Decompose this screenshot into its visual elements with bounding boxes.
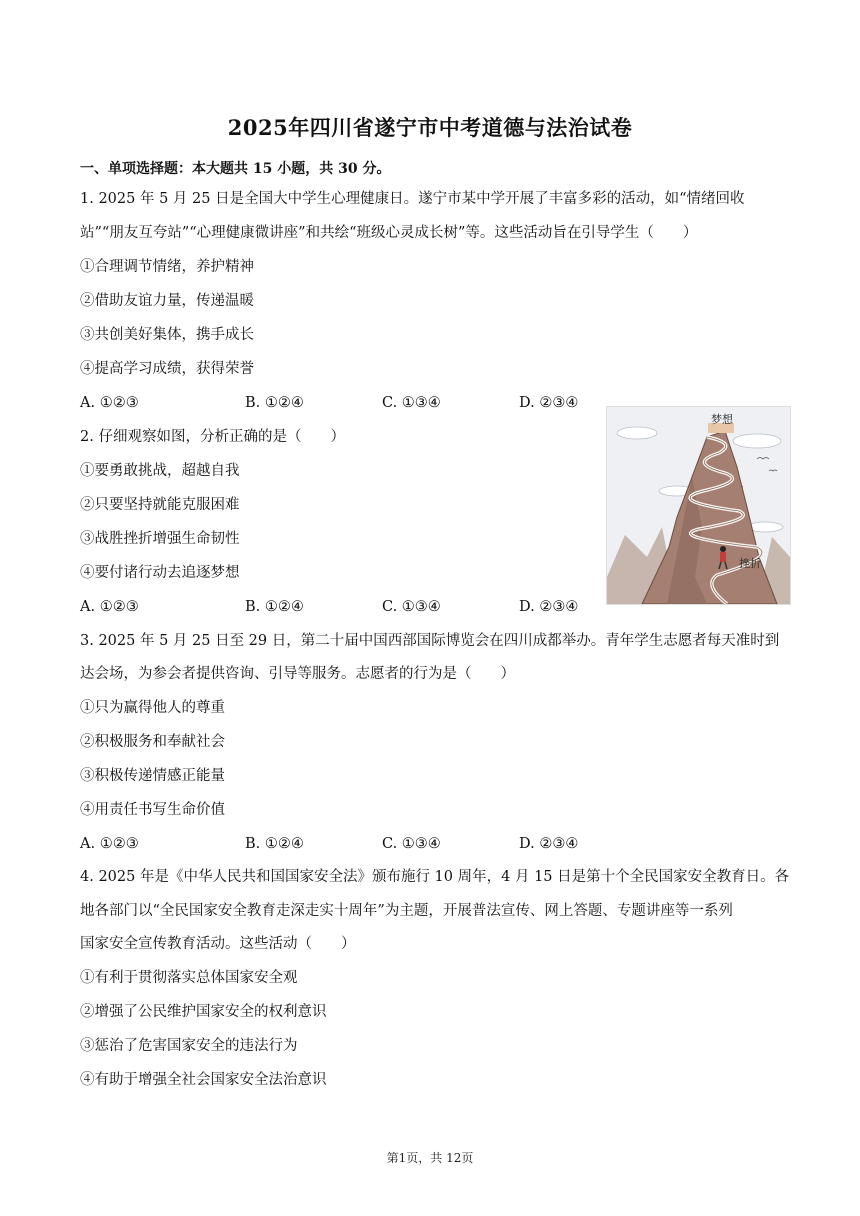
question-4-stem-line-2: 地各部门以“全民国家安全教育走深走实十周年”为主题，开展普法宣传、网上答题、专题讲座等一系列 (80, 903, 733, 919)
page-footer: 第1页，共 12页 (386, 1151, 474, 1165)
option-b[interactable]: B. ①②④ (245, 599, 304, 615)
question-1-statement-1: ①合理调节情绪，养护精神 (80, 259, 254, 275)
question-4-statement-1: ①有利于贯彻落实总体国家安全观 (80, 970, 298, 986)
question-2-statement-1: ①要勇敢挑战，超越自我 (80, 463, 240, 479)
option-c[interactable]: C. ①③④ (382, 395, 441, 411)
question-2-statement-4: ④要付诸行动去追逐梦想 (80, 565, 240, 581)
question-1-statement-4: ④提高学习成绩，获得荣誉 (80, 361, 254, 377)
question-3-statement-2: ②积极服务和奉献社会 (80, 734, 225, 750)
question-3-statement-4: ④用责任书写生命价值 (80, 802, 225, 818)
question-3-stem-line-1: 3. 2025 年 5 月 25 日至 29 日，第二十届中国西部国际博览会在四川成都举办。青年学生志愿者每天准时到 (80, 633, 780, 649)
question-3-stem-line-2: 达会场，为参会者提供咨询、引导等服务。志愿者的行为是（ ） (80, 666, 515, 682)
question-1-statement-3: ③共创美好集体，携手成长 (80, 327, 254, 343)
option-d[interactable]: D. ②③④ (519, 599, 579, 615)
option-c[interactable]: C. ①③④ (382, 599, 441, 615)
option-b[interactable]: B. ①②④ (245, 836, 304, 852)
question-4-stem-line-3: 国家安全宣传教育活动。这些活动（ ） (80, 936, 356, 952)
mountain-drawing (607, 407, 790, 604)
figure-label-dream: 梦想 (711, 413, 733, 426)
question-1-statement-2: ②借助友谊力量，传递温暖 (80, 293, 254, 309)
figure-label-setback: 挫折 (739, 557, 761, 570)
question-2-statement-2: ②只要坚持就能克服困难 (80, 497, 240, 513)
mountain-illustration (606, 406, 791, 605)
question-2-stem: 2. 仔细观察如图，分析正确的是（ ） (80, 429, 345, 445)
option-c[interactable]: C. ①③④ (382, 836, 441, 852)
question-4-statement-3: ③惩治了危害国家安全的违法行为 (80, 1038, 298, 1054)
option-d[interactable]: D. ②③④ (519, 395, 579, 411)
page-title: 2025年四川省遂宁市中考道德与法治试卷 (227, 115, 633, 140)
question-4-statement-2: ②增强了公民维护国家安全的权利意识 (80, 1004, 327, 1020)
question-3-statement-3: ③积极传递情感正能量 (80, 768, 225, 784)
question-4-stem-line-1: 4. 2025 年是《中华人民共和国国家安全法》颁布施行 10 周年，4 月 15 日是第十个全民国家安全教育日。各 (80, 869, 790, 885)
option-a[interactable]: A. ①②③ (80, 599, 139, 615)
option-d[interactable]: D. ②③④ (519, 836, 579, 852)
question-3-statement-1: ①只为赢得他人的尊重 (80, 700, 225, 716)
question-2-statement-3: ③战胜挫折增强生命韧性 (80, 531, 240, 547)
question-4-statement-4: ④有助于增强全社会国家安全法治意识 (80, 1072, 327, 1088)
question-1-stem-line-1: 1. 2025 年 5 月 25 日是全国大中学生心理健康日。遂宁市某中学开展了丰富多彩的活动，如“情绪回收 (80, 191, 745, 207)
question-1-stem-line-2: 站”“朋友互夸站”“心理健康微讲座”和共绘“班级心灵成长树”等。这些活动旨在引导学生（ ） (80, 225, 698, 241)
option-a[interactable]: A. ①②③ (80, 395, 139, 411)
option-b[interactable]: B. ①②④ (245, 395, 304, 411)
option-a[interactable]: A. ①②③ (80, 836, 139, 852)
section-heading: 一、单项选择题：本大题共 15 小题，共 30 分。 (80, 161, 391, 177)
